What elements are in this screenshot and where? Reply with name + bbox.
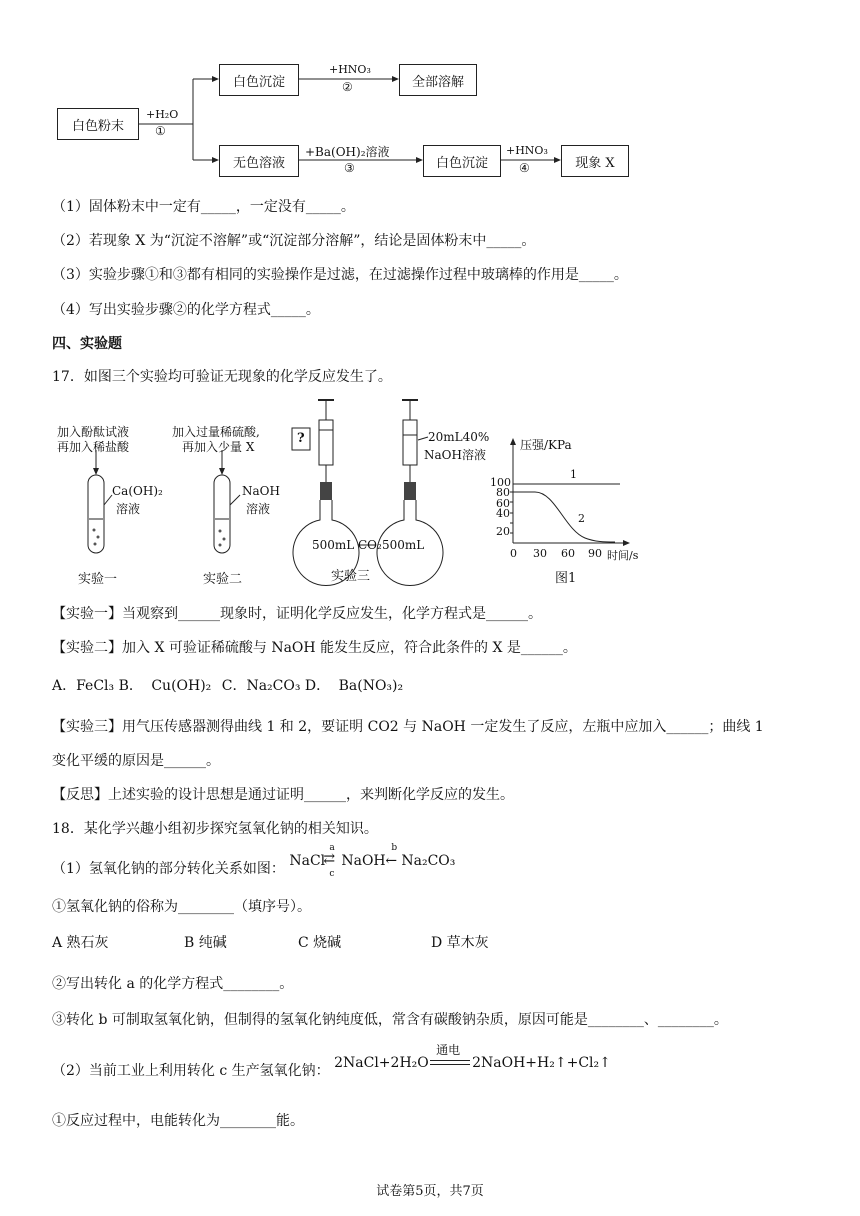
relation-diagram — [289, 843, 509, 879]
graph-xtick-60: 60 — [561, 547, 575, 560]
step3-label: ③ — [344, 161, 355, 175]
q16-part2: （2）若现象 X 为“沉淀不溶解”或“沉淀部分溶解”，结论是固体粉末中_____。 — [52, 233, 536, 249]
q18-q-a: ①氢氧化钠的俗称为________（填序号）。 — [52, 899, 311, 915]
rel-nacl: NaCl — [289, 853, 326, 869]
graph-xtick-90: 90 — [588, 547, 602, 560]
white-ppt-top-box: 白色沉淀 — [219, 64, 299, 96]
exp2-caption: 实验二 — [203, 572, 243, 587]
rel-naoh: NaOH — [341, 853, 386, 869]
electrolysis-equation — [334, 1043, 614, 1075]
q18-part2 — [52, 1043, 614, 1080]
exp3-side-line1: 20mL40% — [428, 430, 490, 444]
q16-part4: （4）写出实验步骤②的化学方程式_____。 — [52, 302, 320, 318]
section4-heading: 四、实验题 — [52, 336, 122, 352]
option-d: Ba(NO₃)₂ — [338, 678, 404, 694]
exp1-side-line1: Ca(OH)₂ — [112, 484, 163, 498]
q17-exp3-line2: 变化平缓的原因是______。 — [52, 753, 220, 769]
rel-c-label: c — [329, 869, 335, 879]
q18-option-d: D 草木灰 — [431, 935, 489, 951]
exp1-top-line1: 加入酚酞试液 — [57, 425, 130, 439]
exp3-question-mark: ? — [297, 431, 305, 446]
step1-label: ① — [155, 124, 166, 138]
graph-ytick-80: 80 — [496, 486, 510, 499]
q17-exp2: 【实验二】加入 X 可验证稀硫酸与 NaOH 能发生反应，符合此条件的 X 是______。 — [52, 640, 577, 656]
page-footer: 试卷第5页，共7页 — [376, 1184, 484, 1199]
q18-option-c: C 烧碱 — [298, 935, 342, 951]
step4-label: ④ — [519, 161, 530, 175]
colorless-solution-box: 无色溶液 — [219, 145, 299, 177]
exp2-side-line2: 溶液 — [246, 502, 271, 516]
q16-part1: （1）固体粉末中一定有_____，一定没有_____。 — [52, 199, 355, 215]
q17-options — [52, 675, 403, 695]
q18-part1 — [52, 843, 509, 879]
q18-q-c: ③转化 b 可制取氢氧化钠，但制得的氢氧化钠纯度低，常含有碳酸钠杂质，原因可能是________、________。 — [52, 1012, 728, 1028]
q18-q-d: ①反应过程中，电能转化为________能。 — [52, 1113, 304, 1129]
rel-b-label: b — [391, 843, 398, 853]
hno3-bottom-label: +HNO₃ — [506, 144, 548, 157]
phenomenon-x-box: 现象 X — [561, 145, 629, 177]
q18-stem: 18．某化学兴趣小组初步探究氢氧化钠的相关知识。 — [52, 821, 378, 837]
exp3-co2-label: CO₂ — [358, 538, 382, 552]
option-a: A．FeCl₃ B． — [52, 678, 143, 694]
option-c: C．Na₂CO₃ D． — [221, 678, 331, 694]
rel-a-label: a — [329, 843, 335, 853]
rel-na2co3: Na₂CO₃ — [401, 853, 456, 869]
graph-curve2-label: 2 — [578, 512, 585, 525]
hno3-top-label: +HNO₃ — [329, 63, 371, 76]
q18-q-b: ②写出转化 a 的化学方程式________。 — [52, 976, 294, 992]
exp3-flask-left-label: 500mL — [312, 538, 355, 552]
exp1-top-line2: 再加入稀盐酸 — [57, 440, 130, 454]
white-ppt-bottom-box: 白色沉淀 — [423, 145, 501, 177]
graph-ytick-60: 60 — [496, 497, 510, 510]
exp1-caption: 实验一 — [78, 572, 118, 587]
all-dissolve-box: 全部溶解 — [399, 64, 477, 96]
exp3-flask-right-label: 500mL — [382, 538, 425, 552]
q17-exp1: 【实验一】当观察到______现象时，证明化学反应发生，化学方程式是______。 — [52, 606, 542, 622]
graph-xtick-30: 30 — [533, 547, 547, 560]
q16-part3: （3）实验步骤①和③都有相同的实验操作是过滤，在过滤操作过程中玻璃棒的作用是_____。 — [52, 267, 628, 283]
q18-part2-prefix: （2）当前工业上利用转化 c 生产氢氧化钠： — [52, 1063, 330, 1079]
step2-label: ② — [342, 80, 353, 94]
exp3-caption: 实验三 — [331, 569, 371, 584]
option-b: Cu(OH)₂ — [151, 678, 212, 694]
q18-option-b: B 纯碱 — [184, 935, 227, 951]
graph-ytick-20: 20 — [496, 525, 510, 538]
exp2-side-line1: NaOH — [242, 484, 280, 498]
eq-condition: 通电 — [436, 1043, 461, 1057]
white-powder-box: 白色粉末 — [57, 108, 139, 140]
q18-option-a: A 熟石灰 — [52, 935, 109, 951]
eq-right: 2NaOH+H₂↑+Cl₂↑ — [472, 1055, 611, 1071]
q17-stem: 17．如图三个实验均可验证无现象的化学反应发生了。 — [52, 369, 392, 385]
exp2-top-line1: 加入过量稀硫酸, — [172, 425, 260, 439]
graph-caption: 图1 — [555, 571, 577, 586]
graph-ytick-40: 40 — [496, 507, 510, 520]
rel-left-arrow: ← — [385, 853, 398, 869]
baoh-label: +Ba(OH)₂溶液 — [305, 145, 390, 159]
graph-y-label: 压强/KPa — [520, 438, 572, 452]
exp1-side-line2: 溶液 — [116, 502, 141, 516]
q18-part1-prefix: （1）氢氧化钠的部分转化关系如图： — [52, 861, 285, 877]
q17-exp3-line1: 【实验三】用气压传感器测得曲线 1 和 2，要证明 CO2 与 NaOH 一定发生了反应，左瓶中应加入______；曲线 1 — [52, 719, 764, 735]
graph-curve1-label: 1 — [570, 468, 577, 481]
eq-left: 2NaCl+2H₂O — [334, 1055, 429, 1071]
graph-ytick-100: 100 — [490, 476, 511, 489]
eq-double-line — [430, 1060, 470, 1065]
exp3-side-line2: NaOH溶液 — [424, 448, 486, 462]
water-label: +H₂O — [146, 108, 179, 121]
graph-x-label: 时间/s — [607, 549, 639, 562]
q17-reflection: 【反思】上述实验的设计思想是通过证明______，来判断化学反应的发生。 — [52, 787, 514, 803]
graph-xtick-0: 0 — [510, 547, 517, 560]
exp2-top-line2: 再加入少量 X — [182, 440, 255, 454]
rel-double-arrow: ⇄ — [323, 851, 336, 867]
